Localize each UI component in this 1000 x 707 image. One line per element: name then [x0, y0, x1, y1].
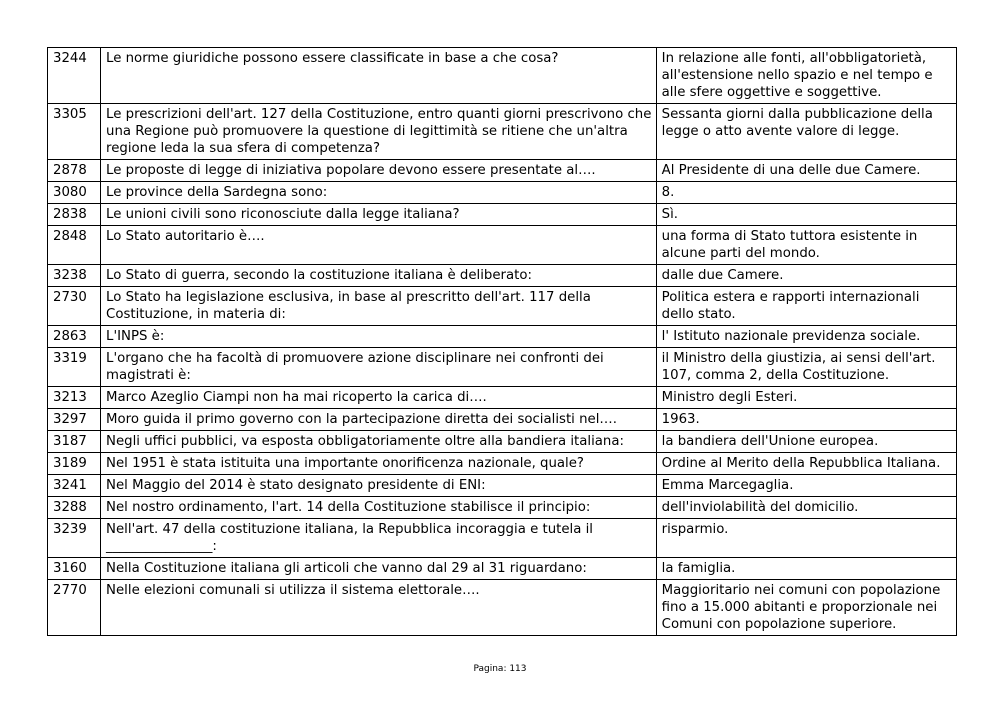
question-id-cell: 3319 [48, 348, 101, 387]
answer-cell: l' Istituto nazionale previdenza sociale. [656, 326, 956, 348]
question-id-cell: 2848 [48, 226, 101, 265]
answer-cell: Sì. [656, 204, 956, 226]
question-id-cell: 2863 [48, 326, 101, 348]
table-row [48, 348, 957, 387]
question-cell: Lo Stato autoritario è…. [101, 226, 657, 265]
question-cell: Le prescrizioni dell'art. 127 della Costituzione, entro quanti giorni prescrivono che una Regione può promuovere la questione di legittimità se ritiene che un'altra regione leda la sua sfera di competenza? [101, 104, 657, 160]
answer-cell: Maggioritario nei comuni con popolazione fino a 15.000 abitanti e proporzionale nei Comuni con popolazione superiore. [656, 580, 956, 636]
question-cell: Le norme giuridiche possono essere classificate in base a che cosa? [101, 48, 657, 104]
question-cell: Nell'art. 47 della costituzione italiana, la Repubblica incoraggia e tutela il ________________: [101, 519, 657, 558]
table-row [48, 409, 957, 431]
answer-cell: dell'inviolabilità del domicilio. [656, 497, 956, 519]
page-number: Pagina: 113 [473, 664, 527, 674]
answer-cell: dalle due Camere. [656, 265, 956, 287]
quiz-table-body [48, 48, 957, 636]
question-cell: Moro guida il primo governo con la partecipazione diretta dei socialisti nel…. [101, 409, 657, 431]
question-cell: Lo Stato ha legislazione esclusiva, in base al prescritto dell'art. 117 della Costituzione, in materia di: [101, 287, 657, 326]
question-cell: Nel nostro ordinamento, l'art. 14 della Costituzione stabilisce il principio: [101, 497, 657, 519]
question-cell: Nel Maggio del 2014 è stato designato presidente di ENI: [101, 475, 657, 497]
question-id-cell: 3238 [48, 265, 101, 287]
question-id-cell: 2838 [48, 204, 101, 226]
answer-cell: Al Presidente di una delle due Camere. [656, 160, 956, 182]
question-id-cell: 3239 [48, 519, 101, 558]
answer-cell: Emma Marcegaglia. [656, 475, 956, 497]
answer-cell: una forma di Stato tuttora esistente in alcune parti del mondo. [656, 226, 956, 265]
quiz-table [47, 47, 957, 636]
question-id-cell: 3187 [48, 431, 101, 453]
question-id-cell: 2730 [48, 287, 101, 326]
question-id-cell: 3244 [48, 48, 101, 104]
table-row [48, 48, 957, 104]
question-id-cell: 2878 [48, 160, 101, 182]
table-row [48, 204, 957, 226]
question-id-cell: 3241 [48, 475, 101, 497]
table-row [48, 226, 957, 265]
table-row [48, 265, 957, 287]
question-cell: Nelle elezioni comunali si utilizza il sistema elettorale…. [101, 580, 657, 636]
question-id-cell: 3305 [48, 104, 101, 160]
question-cell: L'organo che ha facoltà di promuovere azione disciplinare nei confronti dei magistrati è: [101, 348, 657, 387]
question-id-cell: 3297 [48, 409, 101, 431]
answer-cell: il Ministro della giustizia, ai sensi dell'art. 107, comma 2, della Costituzione. [656, 348, 956, 387]
answer-cell: Politica estera e rapporti internazionali dello stato. [656, 287, 956, 326]
question-id-cell: 3080 [48, 182, 101, 204]
answer-cell: risparmio. [656, 519, 956, 558]
answer-cell: 8. [656, 182, 956, 204]
answer-cell: Ministro degli Esteri. [656, 387, 956, 409]
table-row [48, 453, 957, 475]
table-row [48, 326, 957, 348]
table-row [48, 475, 957, 497]
question-cell: Nella Costituzione italiana gli articoli che vanno dal 29 al 31 riguardano: [101, 558, 657, 580]
question-cell: Nel 1951 è stata istituita una importante onorificenza nazionale, quale? [101, 453, 657, 475]
answer-cell: la famiglia. [656, 558, 956, 580]
question-cell: Negli uffici pubblici, va esposta obbligatoriamente oltre alla bandiera italiana: [101, 431, 657, 453]
table-row [48, 387, 957, 409]
question-id-cell: 3189 [48, 453, 101, 475]
answer-cell: la bandiera dell'Unione europea. [656, 431, 956, 453]
table-row [48, 497, 957, 519]
question-id-cell: 3160 [48, 558, 101, 580]
table-row [48, 580, 957, 636]
table-row [48, 160, 957, 182]
answer-cell: 1963. [656, 409, 956, 431]
question-cell: Le province della Sardegna sono: [101, 182, 657, 204]
question-cell: L'INPS è: [101, 326, 657, 348]
question-cell: Marco Azeglio Ciampi non ha mai ricoperto la carica di…. [101, 387, 657, 409]
question-cell: Le unioni civili sono riconosciute dalla legge italiana? [101, 204, 657, 226]
question-id-cell: 3213 [48, 387, 101, 409]
question-id-cell: 3288 [48, 497, 101, 519]
answer-cell: Sessanta giorni dalla pubblicazione della legge o atto avente valore di legge. [656, 104, 956, 160]
answer-cell: Ordine al Merito della Repubblica Italiana. [656, 453, 956, 475]
table-row [48, 558, 957, 580]
table-row [48, 182, 957, 204]
table-row [48, 431, 957, 453]
answer-cell: In relazione alle fonti, all'obbligatorietà, all'estensione nello spazio e nel tempo e alle sfere oggettive e soggettive. [656, 48, 956, 104]
table-row [48, 519, 957, 558]
table-row [48, 104, 957, 160]
question-cell: Le proposte di legge di iniziativa popolare devono essere presentate al…. [101, 160, 657, 182]
question-cell: Lo Stato di guerra, secondo la costituzione italiana è deliberato: [101, 265, 657, 287]
table-row [48, 287, 957, 326]
question-id-cell: 2770 [48, 580, 101, 636]
